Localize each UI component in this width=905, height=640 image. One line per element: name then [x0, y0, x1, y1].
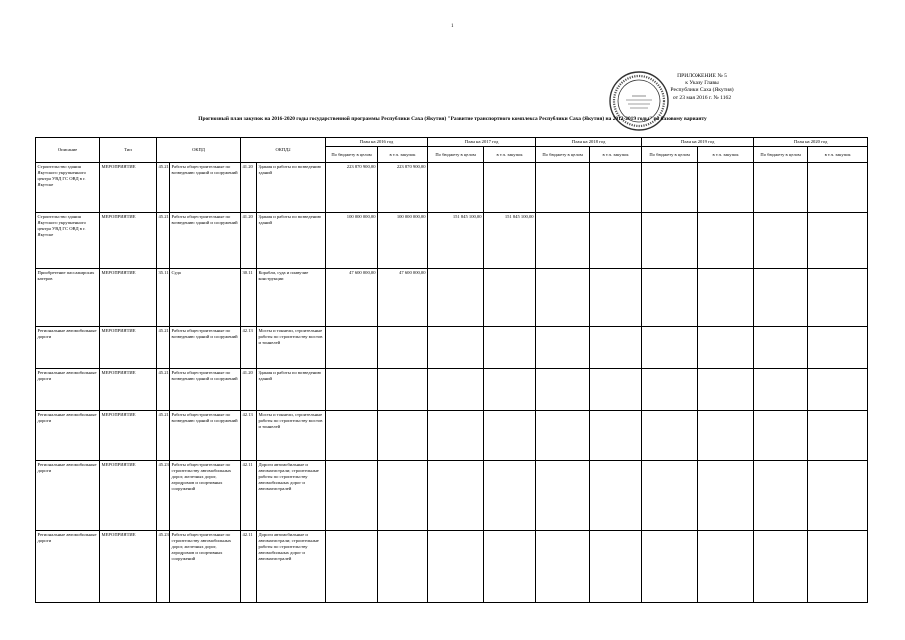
page-number: 1 — [451, 24, 454, 29]
row-okpd-code: 45.21 — [157, 369, 170, 411]
header-purchase: в т.ч. закупок — [808, 147, 868, 163]
row-okpd2-code: 42.11 — [241, 531, 257, 603]
row-type: МЕРОПРИЯТИЕ — [100, 531, 157, 603]
row-2016-purchase — [378, 461, 428, 531]
row-2016-purchase: 223 870 900,00 — [378, 163, 428, 213]
official-seal-stamp — [608, 70, 670, 132]
empty-cell — [590, 327, 642, 369]
empty-cell — [536, 269, 590, 327]
header-budget: По бюджету в целом — [642, 147, 698, 163]
row-okpd-code: 45.23 — [157, 461, 170, 531]
row-2017-budget — [428, 327, 484, 369]
header-year-2020: План на 2020 год — [754, 138, 868, 147]
table-row — [36, 327, 868, 369]
row-2016-purchase: 100 000 000,00 — [378, 213, 428, 269]
row-2017-purchase — [484, 461, 536, 531]
row-2017-purchase: 151 845 100,00 — [484, 213, 536, 269]
empty-cell — [754, 213, 808, 269]
row-name: Строительство здания Якутского укрупненного центра УВД ГС ОВД в г. Якутске — [36, 163, 100, 213]
empty-cell — [808, 269, 868, 327]
empty-cell — [808, 411, 868, 461]
row-okpd-name: Работы общестроительные по строительству автомобильных дорог, железных дорог, аэродромов и спортивных сооружений — [170, 461, 241, 531]
empty-cell — [754, 327, 808, 369]
empty-cell — [642, 531, 698, 603]
row-okpd2-code: 41.20 — [241, 369, 257, 411]
empty-cell — [536, 213, 590, 269]
empty-cell — [698, 327, 754, 369]
row-2017-purchase — [484, 327, 536, 369]
header-purchase: в т.ч. закупок — [484, 147, 536, 163]
empty-cell — [698, 163, 754, 213]
document-title: Прогнозный план закупок на 2016-2020 годы государственной программы Республики Саха (Якутия) "Развитие транспортного комплекса Республики Саха (Якутия) на 2012-2019 годы" по базовому варианту — [198, 116, 707, 122]
row-2016-budget — [326, 369, 378, 411]
row-okpd2-code: 30.11 — [241, 269, 257, 327]
row-okpd2-code: 41.20 — [241, 213, 257, 269]
row-okpd2-code: 42.13 — [241, 411, 257, 461]
empty-cell — [536, 163, 590, 213]
empty-cell — [698, 411, 754, 461]
row-okpd2-code: 42.11 — [241, 461, 257, 531]
row-2016-budget — [326, 461, 378, 531]
empty-cell — [698, 369, 754, 411]
row-2016-budget: 223 870 900,00 — [326, 163, 378, 213]
empty-cell — [590, 163, 642, 213]
row-2017-budget — [428, 369, 484, 411]
empty-cell — [590, 531, 642, 603]
row-name: Региональные автомобильные дороги — [36, 411, 100, 461]
row-name: Региональные автомобильные дороги — [36, 531, 100, 603]
row-name: Приобретение пассажирских катеров — [36, 269, 100, 327]
empty-cell — [642, 163, 698, 213]
empty-cell — [642, 461, 698, 531]
header-purchase: в т.ч. закупок — [378, 147, 428, 163]
empty-cell — [698, 269, 754, 327]
row-okpd-name: Работы общестроительные по возведению зданий и сооружений — [170, 163, 241, 213]
row-okpd2-code: 42.13 — [241, 327, 257, 369]
empty-cell — [698, 531, 754, 603]
row-okpd-code: 45.23 — [157, 531, 170, 603]
header-type: Тип — [100, 138, 157, 163]
empty-cell — [808, 531, 868, 603]
row-okpd2-code: 41.20 — [241, 163, 257, 213]
empty-cell — [754, 369, 808, 411]
empty-cell — [808, 327, 868, 369]
empty-cell — [642, 213, 698, 269]
empty-cell — [642, 269, 698, 327]
row-2016-budget — [326, 411, 378, 461]
row-2017-budget: 151 845 100,00 — [428, 213, 484, 269]
appendix-line: от 23 мая 2016 г. № 1162 — [672, 94, 732, 101]
row-2017-budget — [428, 411, 484, 461]
empty-cell — [754, 461, 808, 531]
row-2017-purchase — [484, 411, 536, 461]
empty-cell — [754, 411, 808, 461]
header-budget: По бюджету в целом — [754, 147, 808, 163]
header-name: Описание — [36, 138, 100, 163]
row-okpd2-name: Здания и работы по возведению зданий — [257, 163, 326, 213]
appendix-line: Республики Саха (Якутия) — [670, 87, 734, 94]
row-2017-budget — [428, 461, 484, 531]
row-type: МЕРОПРИЯТИЕ — [100, 411, 157, 461]
header-year-2018: План на 2018 год — [536, 138, 642, 147]
row-2016-purchase — [378, 369, 428, 411]
row-okpd2-name: Дороги автомобильные и автомагистрали; строительные работы по строительству автомобильных дорог и автомагистралей — [257, 531, 326, 603]
row-name: Строительство здания Якутского укрупненного центра УВД ГС ОВД в г. Якутске — [36, 213, 100, 269]
row-okpd2-name: Дороги автомобильные и автомагистрали; строительные работы по строительству автомобильных дорог и автомагистралей — [257, 461, 326, 531]
empty-cell — [754, 269, 808, 327]
row-type: МЕРОПРИЯТИЕ — [100, 327, 157, 369]
header-year-2019: План на 2019 год — [642, 138, 754, 147]
table-row — [36, 531, 868, 603]
row-type: МЕРОПРИЯТИЕ — [100, 461, 157, 531]
row-2016-budget: 100 000 000,00 — [326, 213, 378, 269]
empty-cell — [642, 369, 698, 411]
empty-cell — [590, 213, 642, 269]
row-okpd2-name: Корабли, суда и плавучие конструкции — [257, 269, 326, 327]
row-2017-purchase — [484, 531, 536, 603]
row-okpd2-name: Здания и работы по возведению зданий — [257, 369, 326, 411]
empty-cell — [754, 531, 808, 603]
row-2016-budget: 47 600 000,00 — [326, 269, 378, 327]
empty-cell — [536, 369, 590, 411]
table-row — [36, 369, 868, 411]
table-row — [36, 213, 868, 269]
row-2016-purchase — [378, 411, 428, 461]
row-okpd-code: 35.11 — [157, 269, 170, 327]
row-okpd-code: 45.21 — [157, 163, 170, 213]
row-2016-purchase — [378, 327, 428, 369]
row-okpd-code: 45.21 — [157, 327, 170, 369]
empty-cell — [590, 269, 642, 327]
table-row — [36, 269, 868, 327]
table-row — [36, 411, 868, 461]
appendix-line: к Указу Главы — [685, 80, 719, 87]
row-type: МЕРОПРИЯТИЕ — [100, 369, 157, 411]
empty-cell — [808, 369, 868, 411]
empty-cell — [698, 461, 754, 531]
row-2017-purchase — [484, 369, 536, 411]
row-type: МЕРОПРИЯТИЕ — [100, 213, 157, 269]
empty-cell — [536, 411, 590, 461]
header-okpd: ОКПД — [157, 138, 241, 163]
row-okpd-code: 45.21 — [157, 213, 170, 269]
row-2017-budget — [428, 531, 484, 603]
row-2016-budget — [326, 531, 378, 603]
row-type: МЕРОПРИЯТИЕ — [100, 163, 157, 213]
row-2016-budget — [326, 327, 378, 369]
row-2016-purchase: 47 600 000,00 — [378, 269, 428, 327]
row-okpd-name: Работы общестроительные по возведению зданий и сооружений — [170, 411, 241, 461]
procurement-plan-table — [35, 137, 868, 603]
row-name: Региональные автомобильные дороги — [36, 369, 100, 411]
row-okpd2-name: Здания и работы по возведению зданий — [257, 213, 326, 269]
empty-cell — [808, 163, 868, 213]
empty-cell — [536, 531, 590, 603]
row-okpd2-name: Мосты и тоннели, строительные работы по строительству мостов и тоннелей — [257, 327, 326, 369]
empty-cell — [590, 411, 642, 461]
row-2017-purchase — [484, 163, 536, 213]
empty-cell — [536, 327, 590, 369]
appendix-line: ПРИЛОЖЕНИЕ № 5 — [677, 73, 727, 79]
row-okpd-name: Работы общестроительные по возведению зданий и сооружений — [170, 369, 241, 411]
empty-cell — [536, 461, 590, 531]
empty-cell — [808, 213, 868, 269]
row-okpd-name: Работы общестроительные по строительству автомобильных дорог, железных дорог, аэродромов и спортивных сооружений — [170, 531, 241, 603]
empty-cell — [642, 327, 698, 369]
header-budget: По бюджету в целом — [326, 147, 378, 163]
appendix-block — [662, 73, 742, 102]
empty-cell — [698, 213, 754, 269]
row-okpd2-name: Мосты и тоннели, строительные работы по строительству мостов и тоннелей — [257, 411, 326, 461]
row-type: МЕРОПРИЯТИЕ — [100, 269, 157, 327]
empty-cell — [642, 411, 698, 461]
row-2017-purchase — [484, 269, 536, 327]
row-2017-budget — [428, 163, 484, 213]
row-okpd-name: Работы общестроительные по возведению зданий и сооружений — [170, 327, 241, 369]
row-2016-purchase — [378, 531, 428, 603]
header-purchase: в т.ч. закупок — [698, 147, 754, 163]
empty-cell — [808, 461, 868, 531]
table-row — [36, 461, 868, 531]
table-row — [36, 163, 868, 213]
header-budget: По бюджету в целом — [536, 147, 590, 163]
header-year-2016: План на 2016 год — [326, 138, 428, 147]
header-okpd2: ОКПД2 — [241, 138, 326, 163]
row-okpd-name: Суда — [170, 269, 241, 327]
row-okpd-code: 45.21 — [157, 411, 170, 461]
header-budget: По бюджету в целом — [428, 147, 484, 163]
row-name: Региональные автомобильные дороги — [36, 327, 100, 369]
header-purchase: в т.ч. закупок — [590, 147, 642, 163]
row-okpd-name: Работы общестроительные по возведению зданий и сооружений — [170, 213, 241, 269]
row-2017-budget — [428, 269, 484, 327]
empty-cell — [590, 369, 642, 411]
empty-cell — [590, 461, 642, 531]
empty-cell — [754, 163, 808, 213]
row-name: Региональные автомобильные дороги — [36, 461, 100, 531]
header-year-2017: План на 2017 год — [428, 138, 536, 147]
